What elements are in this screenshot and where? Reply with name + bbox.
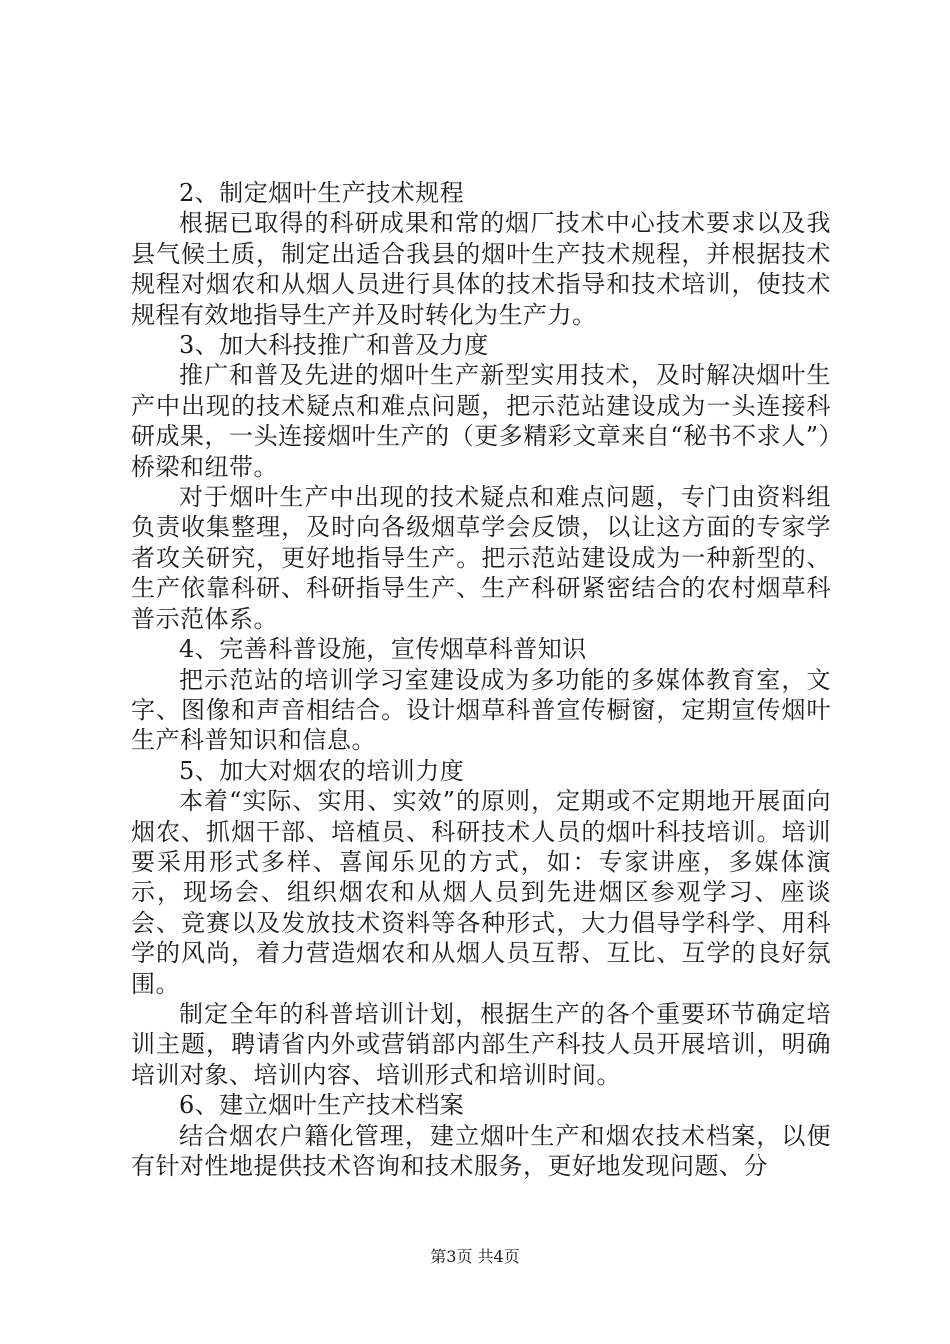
page-footer: 第3页 共4页: [430, 1247, 520, 1266]
paragraph: 把示范站的培训学习室建设成为多功能的多媒体教育室，文字、图像和声音相结合。设计烟草科普宣传橱窗，定期宣传烟叶生产科普知识和信息。: [131, 665, 831, 755]
document-body: [131, 178, 831, 1181]
paragraph: 推广和普及先进的烟叶生产新型实用技术，及时解决烟叶生产中出现的技术疑点和难点问题，把示范站建设成为一头连接科研成果，一头连接烟叶生产的（更多精彩文章来自“秘书不求人”）桥梁和纽带。: [131, 361, 831, 481]
paragraph: 本着“实际、实用、实效”的原则，定期或不定期地开展面向烟农、抓烟干部、培植员、科研技术人员的烟叶科技培训。培训要采用形式多样、喜闻乐见的方式，如：专家讲座，多媒体演示，现场会、组织烟农和从烟人员到先进烟区参观学习、座谈会、竞赛以及发放技术资料等各种形式，大力倡导学科学、用科学的风尚，着力营造烟农和从烟人员互帮、互比、互学的良好氛围。: [131, 787, 831, 998]
paragraph: 对于烟叶生产中出现的技术疑点和难点问题，专门由资料组负责收集整理，及时向各级烟草学会反馈，以让这方面的专家学者攻关研究，更好地指导生产。把示范站建设成为一种新型的、生产依靠科研、科研指导生产、生产科研紧密结合的农村烟草科普示范体系。: [131, 483, 831, 633]
section-heading-6: 6、建立烟叶生产技术档案: [179, 1091, 465, 1120]
paragraph: 根据已取得的科研成果和常的烟厂技术中心技术要求以及我县气候土质，制定出适合我县的烟叶生产技术规程，并根据技术规程对烟农和从烟人员进行具体的技术指导和技术培训，使技术规程有效地指导生产并及时转化为生产力。: [131, 209, 831, 329]
section-heading-5: 5、加大对烟农的培训力度: [179, 756, 465, 785]
section-heading-4: 4、完善科普设施，宣传烟草科普知识: [179, 635, 587, 664]
section-heading-2: 2、制定烟叶生产技术规程: [179, 179, 465, 207]
paragraph: 结合烟农户籍化管理，建立烟叶生产和烟农技术档案，以便有针对性地提供技术咨询和技术服务，更好地发现问题、分: [131, 1121, 831, 1180]
section-heading-3: 3、加大科技推广和普及力度: [179, 331, 489, 360]
paragraph: 制定全年的科普培训计划，根据生产的各个重要环节确定培训主题，聘请省内外或营销部内部生产科技人员开展培训，明确培训对象、培训内容、培训形式和培训时间。: [131, 999, 831, 1089]
